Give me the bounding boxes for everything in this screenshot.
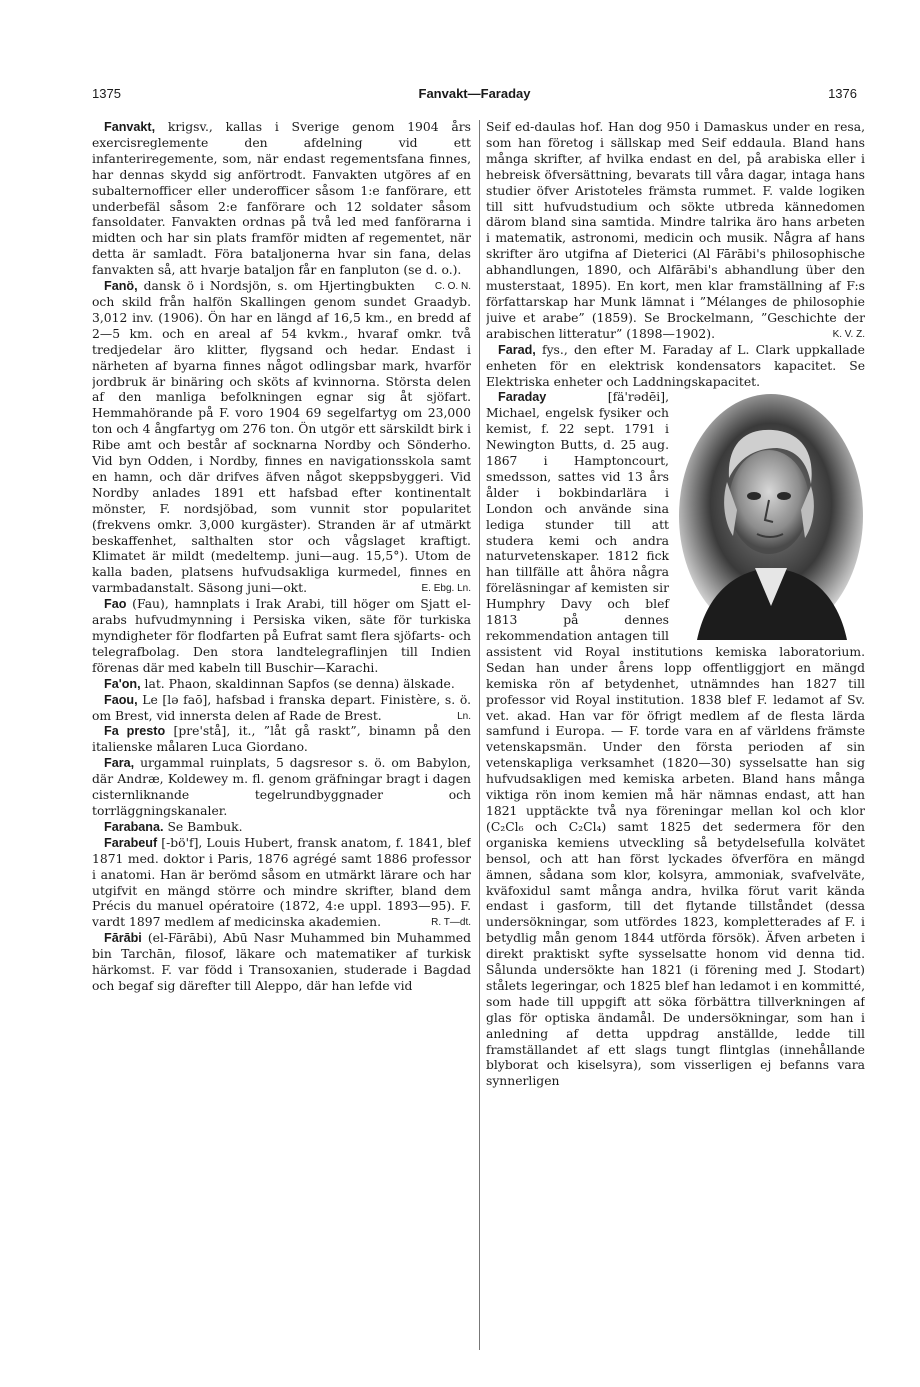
headword: Fārābi [104, 931, 142, 946]
entry-text: (Fau), hamnplats i Irak Arabi, till höger om Sjatt el-arabs hufvudmynning i Persiska viken, säte för turkiska myndigheter för flodfarten på Eufrat samt flera sjöfarts- och telegrafbolag. Den stora landtelegraflinjen till Indien förenas där med kabeln till Buschir—Karachi. [92, 597, 471, 675]
entry-farad [486, 343, 865, 391]
page-number-left: 1375 [92, 86, 121, 101]
entry-text: Se Bambuk. [167, 819, 243, 834]
headword: Fao [104, 597, 127, 612]
entry-text: krigsv., kallas i Sverige genom 1904 års exercisreglemente den afdelning vid ett infanteriregemente, som, när endast regementsfana finnes, har dennas skydd sig anförtrodt. Fanvakten utgöres af en subalternofficer eller underofficer såsom 1:e fanförare, ett underbefäl såsom 2:e fanförare och 12 soldater såsom fansoldater. Fanvakten ordnas på två led med fanförarna i midten och har sin plats framför midten af regementet, när detta är samladt. Föra bataljonerna hvar sin fana, delas fanvakten så, att hvarje bataljon får en fanpluton (se d. o.). [92, 120, 471, 278]
signature: R. T—dt. [431, 917, 471, 929]
signature: Ln. [457, 710, 471, 722]
entry-fao [92, 597, 471, 677]
entry-fara [92, 756, 471, 820]
entry-faon [92, 677, 471, 693]
entry-text: urgammal ruinplats, 5 dagsresor s. ö. om Babylon, där Andræ, Koldewey m. fl. genom gräfningar bragt i dagen cisternliknande tegelrundbyggnader och torrläggningskanaler. [92, 756, 471, 818]
entry-text: fys., den efter M. Faraday af L. Clark uppkallade enheten för en elektrisk kondensators kapacitet. Se Elektriska enheter och Laddningskapacitet. [486, 342, 865, 389]
entry-text: dansk ö i Nordsjön, s. om Hjertingbukten och skild från halfön Skallingen genom sundet Graadyb. 3,012 inv. (1906). Ön har en längd af 16,5 km., en bredd af 2—5 km. och en areal af 54 kvkm., hvaraf omkr. två tredjedelar äro klitter, flygsand och hedar. Endast i närheten af byarna finnes något odlingsbar mark, hvarför jordbruk är binäring och sköts af kvinnorna. Största delen af den manliga befolkningen egnar sig åt sjöfart. Hemmahörande på F. voro 1904 69 segelfartyg om 23,000 ton och 4 ångfartyg om 276 ton. Ön utgör ett särskildt birk i Ribe amt och består af socknarna Nordby och Sönderho. Vid byn Odden, i Nordby, finnes en navigationsskola samt en hamn, och där drifves äfven något skeppsbyggeri. Vid Nordby anlades 1891 ett hafsbad efter kontinentalt mönster, F. nordsjöbad, som vunnit stor popularitet (frekvens omkr. 3,000 kurgäster). Stranden är af utmärkt beskaffenhet, salthalten stor och vågslaget kraftigt. Klimatet är mildt (medeltemp. juni—aug. 15,5°). Utom de kalla baden, platsens hufvudsakliga kurmedel, finnes en varmbadanstalt. Säsong juni—okt. [92, 279, 471, 596]
faraday-portrait [677, 392, 865, 640]
column-divider [479, 120, 480, 1350]
entry-text: lat. Phaon, skaldinnan Sapfos (se denna) älskade. [144, 676, 455, 691]
entry-text: [-bö'f], Louis Hubert, fransk anatom, f. 1841, blef 1871 med. doktor i Paris, 1876 agrégé samt 1886 professor i anatomi. Han är berömd såsom en utmärkt lärare och har utgifvit en mängd större och mindre skrifter, bland dem Précis du manuel opératoire (1872, 4:e uppl. 1893—95). F. vardt 1897 medlem af medicinska akademien. [92, 835, 471, 930]
headword: Farabana. [104, 819, 164, 834]
signature: E. Ebg. Ln. [421, 583, 471, 595]
headword: Fa presto [104, 724, 166, 739]
headword: Fanö, [104, 279, 138, 294]
entry-text: [pre'stå], it., ”låt gå raskt”, binamn på den italienske målaren Luca Giordano. [92, 724, 471, 755]
entry-faou [92, 693, 471, 725]
entry-farabi-continued [486, 120, 865, 343]
entry-text: (el-Fārābi), Abū Nasr Muhammed bin Muhammed bin Tarchān, filosof, läkare och matematiker af turkisk härkomst. F. var född i Transoxanien, studerade i Bagdad och begaf sig därefter till Aleppo, där han lefde vid [92, 931, 471, 993]
headword: Farabeuf [104, 835, 158, 850]
left-column [92, 120, 471, 1360]
right-column [486, 120, 865, 1360]
page-header [92, 86, 857, 106]
headword: Fa'on, [104, 676, 141, 691]
entry-farabana [92, 820, 471, 836]
page-number-right: 1376 [828, 86, 857, 101]
headword: Faou, [104, 692, 138, 707]
signature: K. V. Z. [832, 328, 865, 340]
entry-text: [fä'rədēi], Michael, engelsk fysiker och kemist, f. 22 sept. 1791 i Newington Butts, d. 25 aug. 1867 i Hamptoncourt, smedsson, sattes vid 13 års ålder i bokbindarlära i London och använde sina lediga stunder till att studera kemi och andra naturvetenskaper. 1812 fick han tillfälle att åhöra några föreläsningar af kemisten sir Humphry Davy och blef 1813 på dennes rekommendation antagen till assistent vid Royal institutions kemiska laboratorium. Sedan han under årens lopp offentliggjort en mängd kemiska rön af betydenhet, utnämndes han 1827 till professor vid Royal institution. 1838 blef F. ledamot af Sv. vet. akad. Han var för öfrigt medlem af de flesta lärda samfund i Europa. — F. torde vara en af världens främste vetenskapsmän. Under den första perioden af sin vetenskapliga verksamhet (1820—30) sysselsatte han sig hufvudsakligen med kemiska arbeten. Bland hans många viktiga rön inom kemien må här nämnas endast, att han 1821 upptäckte två nya föreningar mellan kol och klor (C₂Cl₆ och C₂Cl₄) samt 1825 det sedermera för den organiska kemiens utveckling så betydelsefulla kolvätet bensol, och att han först lyckades öfverföra en mängd ämnen, sådana som klor, kolsyra, ammoniak, svafvelväte, kväfoxidul samt många andra, hvilka förut varit kända endast i gasform, till det flytande tillståndet (dessa undersökningar, som utfördes 1823, kompletterades af F. i betydlig mån genom 1844 utförda försök). Äfven arbeten i direkt praktiskt syfte sysselsatte honom vid denna tid. Sålunda undersökte han 1821 (i förening med J. Stodart) stålets legeringar, och 1825 blef han ledamot i en kommitté, som hade till uppgift att söka förbättra tillverkningen af glas för optiska ändamål. De undersökningar, som han i anledning af detta uppdrag anställde, ledde till framställandet af ett slags tungt flintglas (innehållande blyborat och kiselsyra), som visserligen ej befanns vara synnerligen [486, 390, 865, 1089]
entry-fano [92, 279, 471, 597]
entry-farabeuf [92, 836, 471, 931]
entry-text: Le [lə faō], hafsbad i franska depart. Finistère, s. ö. om Brest, vid innersta delen af Rade de Brest. [92, 692, 471, 723]
entry-faraday [486, 390, 865, 1090]
headword: Faraday [498, 390, 547, 405]
headword: Fanvakt, [104, 120, 156, 134]
signature: C. O. N. [434, 281, 471, 293]
headword: Farad, [498, 342, 536, 357]
portrait-engraving-image [677, 392, 865, 640]
running-title: Fanvakt—Faraday [418, 86, 531, 101]
entry-farabi [92, 931, 471, 995]
headword: Fara, [104, 756, 135, 771]
entry-text: Seif ed-daulas hof. Han dog 950 i Damaskus under en resa, som han företog i sällskap med Seif eddaula. Bland hans många skrifter, af hvilka endast en del, på arabiska eller i hebreisk öfversättning, bevarats till våra dagar, intaga hans studier öfver Aristoteles främsta rummet. F. valde logiken till sitt hufvudstudium och sökte utbreda kännedomen därom bland sina samtida. Mindre talrika äro hans arbeten i matematik, astronomi, medicin och musik. Några af hans skrifter äro utgifna af Dieterici (Al Fārābi's philosophische abhandlungen, 1890, och Alfārābi's abhandlung über den musterstaat, 1895). En kort, men klar framställning af F:s författarskap har Munk lämnat i ”Mélanges de philosophie juive et arabe” (1859). Se Brockelmann, ”Geschichte der arabischen litteratur” (1898—1902). [486, 120, 865, 341]
entry-fa-presto [92, 724, 471, 756]
